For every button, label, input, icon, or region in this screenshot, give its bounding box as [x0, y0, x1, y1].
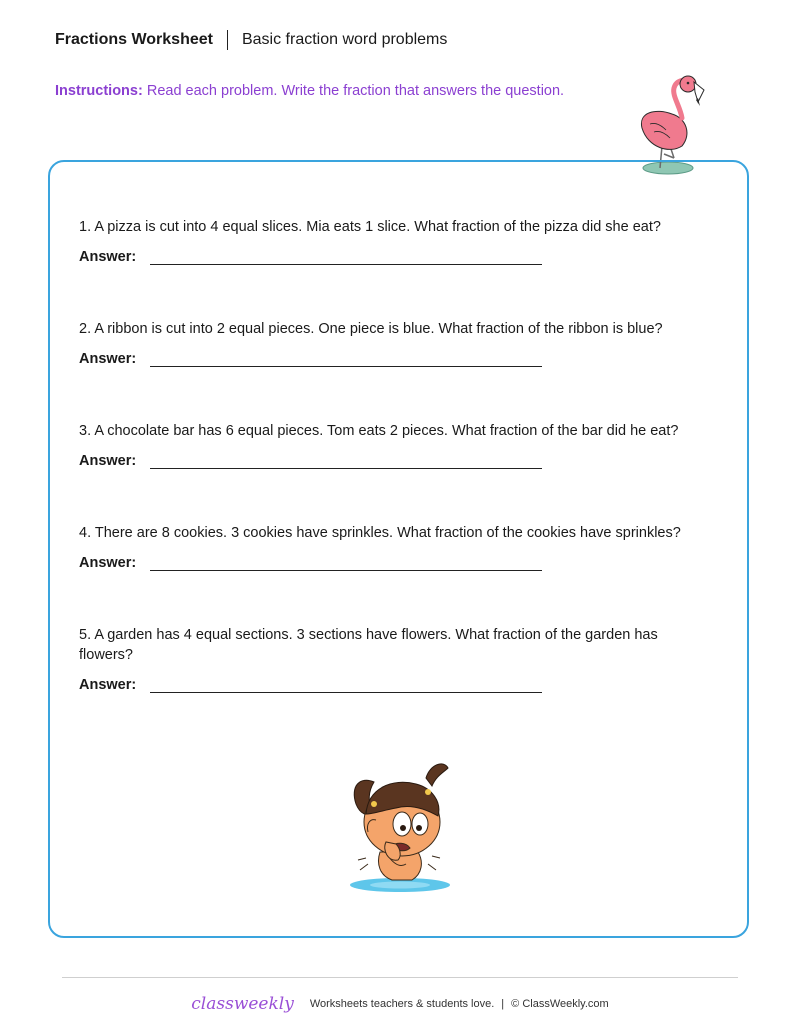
instructions-label: Instructions: [55, 83, 143, 99]
worksheet-title: Fractions Worksheet [55, 31, 213, 48]
footer-divider [62, 977, 738, 978]
footer [0, 994, 800, 1014]
answer-label: Answer: [79, 555, 137, 571]
answer-row-2 [79, 351, 542, 367]
answer-row-1 [79, 249, 542, 265]
footer-separator: | [501, 998, 505, 1010]
problem-1-text: 1. A pizza is cut into 4 equal slices. Mia eats 1 slice. What fraction of the pizza did she eat? [79, 219, 661, 235]
answer-label: Answer: [79, 453, 137, 469]
answer-label: Answer: [79, 677, 137, 693]
answer-row-4 [79, 555, 542, 571]
footer-tagline: Worksheets teachers & students love. [309, 998, 495, 1010]
instructions-text: Read each problem. Write the fraction that answers the question. [146, 83, 565, 99]
answer-line-1[interactable] [150, 250, 542, 265]
classweekly-logo[interactable]: classweekly [191, 994, 294, 1014]
problem-4-text: 4. There are 8 cookies. 3 cookies have sprinkles. What fraction of the cookies have sprinkles? [79, 525, 681, 541]
footer-copyright[interactable]: © ClassWeekly.com [511, 998, 609, 1010]
instructions [55, 83, 564, 99]
problem-2-text: 2. A ribbon is cut into 2 equal pieces. One piece is blue. What fraction of the ribbon is blue? [79, 321, 663, 337]
answer-line-5[interactable] [150, 678, 542, 693]
worksheet-subtitle: Basic fraction word problems [241, 31, 448, 48]
answer-line-4[interactable] [150, 556, 542, 571]
answer-row-5 [79, 677, 542, 693]
answer-label: Answer: [79, 249, 137, 265]
answer-line-3[interactable] [150, 454, 542, 469]
girl-character-icon [340, 752, 460, 894]
worksheet-header [55, 30, 447, 50]
answer-line-2[interactable] [150, 352, 542, 367]
answer-row-3 [79, 453, 542, 469]
header-divider [227, 30, 228, 50]
problem-5-text: 5. A garden has 4 equal sections. 3 sections have flowers. What fraction of the garden has flowers? [79, 627, 658, 663]
answer-label: Answer: [79, 351, 137, 367]
problem-3-text: 3. A chocolate bar has 6 equal pieces. Tom eats 2 pieces. What fraction of the bar did he eat? [79, 423, 679, 439]
